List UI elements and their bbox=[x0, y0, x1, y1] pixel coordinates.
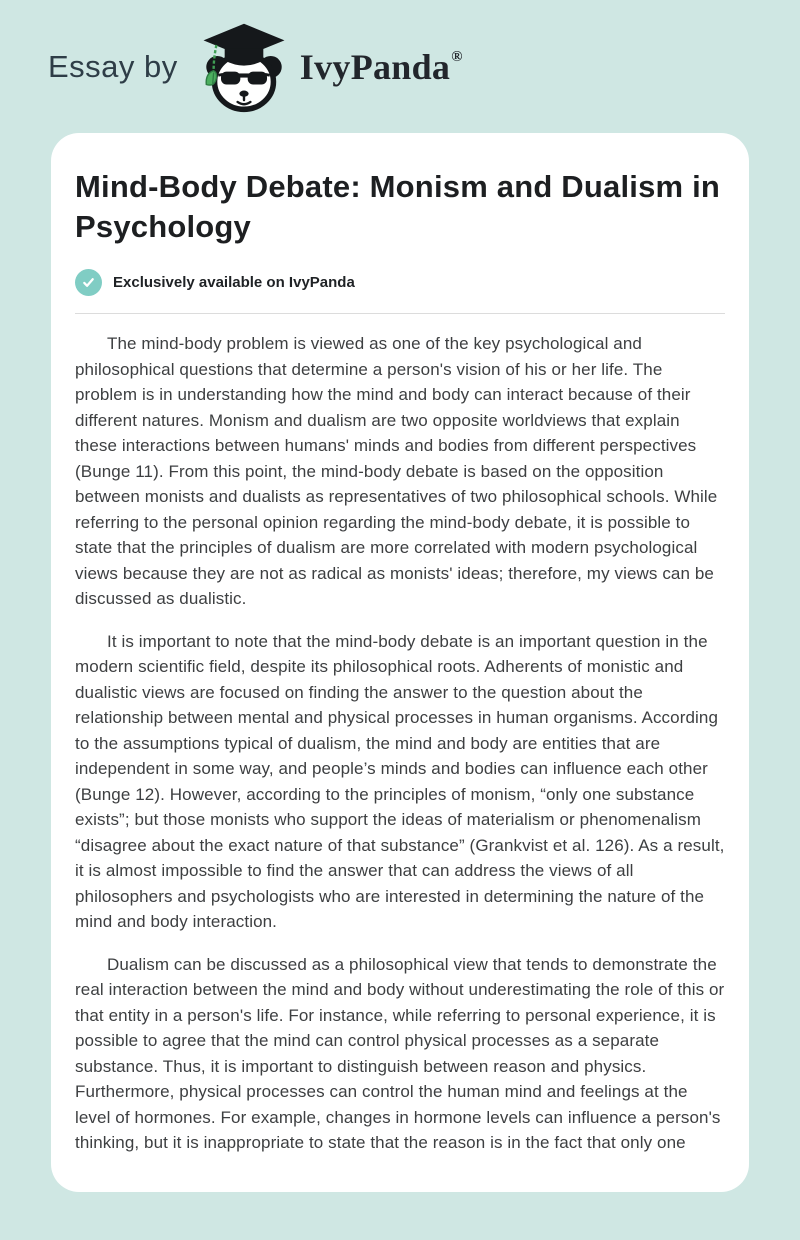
divider bbox=[75, 313, 725, 314]
brand-name: IvyPanda® bbox=[299, 46, 463, 87]
exclusive-badge bbox=[75, 269, 725, 296]
essay-paragraph-1: The mind-body problem is viewed as one of the key psychological and philosophical questions that determine a person's vision of his or her life. The problem is in understanding how the mind and body can interact because of their different natures. Monism and dualism are two opposite worldviews that explain these interactions between humans' minds and bodies from different perspectives (Bunge 11). From this point, the mind-body debate is based on the opposition between monists and dualists as representatives of two philosophical schools. While referring to the personal opinion regarding the mind-body debate, it is possible to state that the principles of dualism are more correlated with modern psychological views because they are not as radical as monists' ideas; therefore, my views can be discussed as dualistic. bbox=[75, 334, 718, 608]
panda-graduate-logo-icon bbox=[198, 21, 290, 113]
registered-mark: ® bbox=[451, 48, 463, 65]
check-icon bbox=[75, 269, 102, 296]
site-header bbox=[0, 0, 800, 133]
essay-card bbox=[51, 133, 749, 1192]
essay-paragraph-2: It is important to note that the mind-body debate is an important question in the modern scientific field, despite its philosophical roots. Adherents of monistic and dualistic views are focused on finding the answer to the question about the relationship between mental and physical processes in human organisms. According to the assumptions typical of dualism, the mind and body are entities that are independent in some way, and people’s minds and bodies can influence each other (Bunge 12). However, according to the principles of monism, “only one substance exists”; but those monists who support the ideas of materialism or phenomenalism “disagree about the exact nature of that substance” (Grankvist et al. 126). As a result, it is almost impossible to find the answer that can address the views of all philosophers and psychologists who are interested in determining the nature of the mind and body interaction. bbox=[75, 631, 725, 931]
essay-title: Mind-Body Debate: Monism and Dualism in Psychology bbox=[75, 169, 721, 244]
essay-by-label: Essay by bbox=[48, 48, 178, 84]
essay-body bbox=[75, 331, 725, 1156]
exclusive-badge-label: Exclusively available on IvyPanda bbox=[113, 274, 355, 291]
essay-paragraph-3: Dualism can be discussed as a philosophical view that tends to demonstrate the real interaction between the mind and body without underestimating the role of this or that entity in a person's life. For instance, while referring to personal experience, it is possible to agree that the mind can control physical processes as a separate substance. Thus, it is important to distinguish between reason and physics. Furthermore, physical processes can control the human mind and feelings at the level of hormones. For example, changes in hormone levels can influence a person's thinking, but it is inappropriate to state that the reason is in the fact that only one bbox=[75, 954, 725, 1152]
